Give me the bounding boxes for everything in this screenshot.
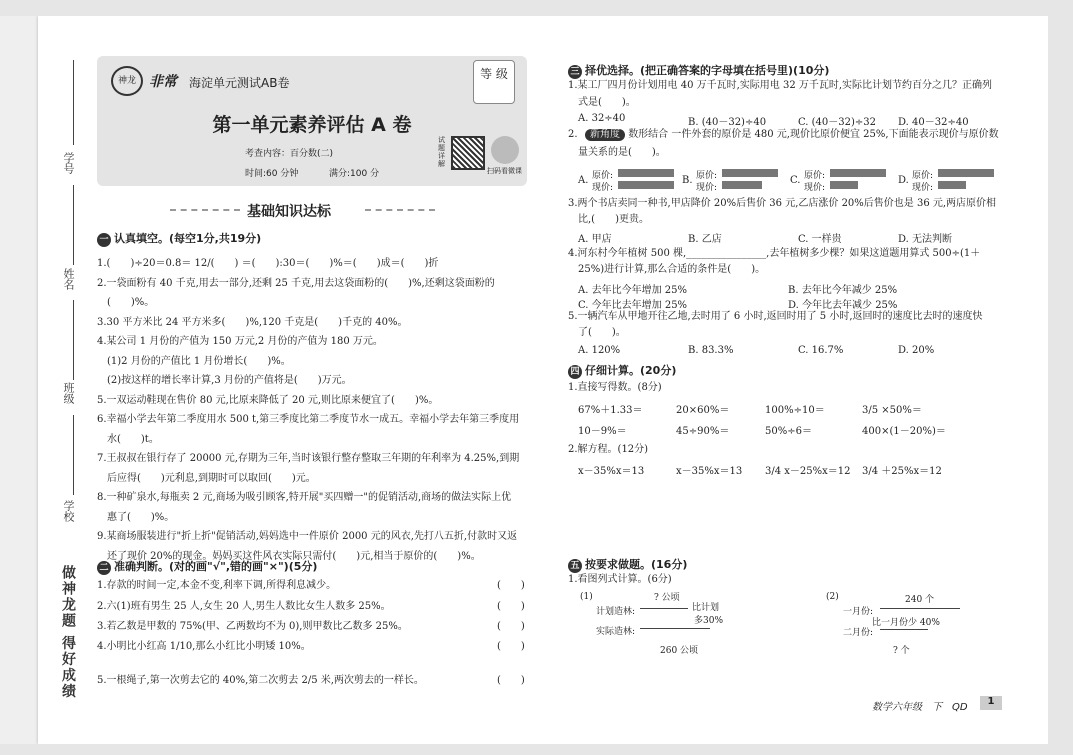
option: B. (40－32)÷40 [688,117,767,128]
slogan: 做神龙题 得好成绩 [60,565,76,700]
calc-item: 10－9%＝ [578,426,627,437]
choice-stem: 1.某工厂四月份计划用电 40 万千瓦时,实际用电 32 万千瓦时,实际比计划节约百分之几？正确列 [568,80,993,91]
judge-item: 2.六(1)班有男生 25 人,女生 20 人,男生人数比女生人数多 25%。 [97,601,391,612]
option: D. [898,175,909,186]
exam-time: 时间:60 分钟 [245,169,299,179]
choice-stem: 了( )。 [568,327,626,338]
current-price-bar [830,181,858,189]
school-line [73,415,74,495]
judge-item: 1.存款的时间一定,本金不变,利率下调,所得利息减少。 [97,580,337,591]
original-price-label: 原价: [592,171,614,181]
figure-sub-1: 1.看图列式计算。(6分) [568,574,672,585]
question-line: 后应得( )元利息,到期时可以取回( )元。 [97,472,316,484]
current-price-label: 现价: [912,183,934,193]
name-label: 姓名 [62,268,75,290]
question-line: 9.某商场服装进行"折上折"促销活动,妈妈选中一件原价 2000 元的风衣,先打八五折,付款时又返 [97,531,518,542]
section-5-title: 五 按要求做题。(16分) [568,556,687,573]
option: A. 甲店 [578,234,612,245]
current-price-bar [938,181,966,189]
exam-scope: 考查内容：百分数(二) [245,149,334,159]
option: B. [682,175,693,186]
school-label: 学校 [62,500,75,522]
question-line: 2.一袋面粉有 40 千克,用去一部分,还剩 25 千克,用去这袋面粉的( )%,还剩这袋面粉的 [97,277,495,289]
choice-stem: 式是( )。 [568,97,636,108]
option: B. 83.3% [688,345,734,356]
section-3-title: 三 择优选择。(把正确答案的字母填在括号里)(10分) [568,62,829,79]
option: B. 去年比今年减少 25% [788,285,898,296]
question-line: 4.某公司 1 月份的产值为 150 万元,2 月份的产值为 180 万元。 [97,336,383,347]
choice-stem: 量关系的是( )。 [568,147,666,158]
answer-parentheses: ( ) [497,641,525,652]
q2-stem: 新角度 数形结合 一件外套的原价是 480 元,现价比原价便宜 25%,下面能表示现价与原价数 [585,129,999,141]
section-4-title: 四 仔细计算。(20分) [568,362,676,379]
option: A. [578,175,589,186]
judge-item: 3.若乙数是甲数的 75%(甲、乙两数均不为 0),则甲数比乙数多 25%。 [97,621,408,632]
calc-item: 45÷90%＝ [676,426,730,437]
question-line: 惠了( )%。 [97,511,175,523]
student-id-label: 学号 [62,152,75,174]
option: C. 一样贵 [798,234,842,245]
judge-item: 5.一根绳子,第一次剪去它的 40%,第二次剪去 2/5 米,两次剪去的一样长。 [97,675,424,686]
option: C. 16.7% [798,345,844,356]
grade-box: 等 级 [473,60,515,104]
choice-stem: 比,( )更贵。 [568,214,649,225]
calc-sub-2: 2.解方程。(12分) [568,444,649,455]
series-name: 海淀单元测试AB卷 [189,76,290,90]
choice-stem: 25%)进行计算,那么合适的条件是( )。 [568,264,766,275]
original-price-bar [722,169,778,177]
section-banner: 基础知识达标 [247,204,331,220]
equation-item: 3/4 x－25%x＝12 [765,466,851,477]
student-id-line [73,60,74,145]
banner-left-rule [170,209,240,211]
calc-sub-1: 1.直接写得数。(8分) [568,382,662,393]
calc-item: 67%＋1.33＝ [578,405,643,416]
calc-item: 400×(1－20%)＝ [862,426,946,437]
footer-text: 数学六年级 下 QD [872,702,968,713]
choice-stem: 4.河东村今年植树 500 棵,________________,去年植树多少棵？如果这道题用算式 500÷(1＋ [568,248,981,259]
option: D. 20% [898,345,935,356]
calc-item: 100%÷10＝ [765,405,825,416]
original-price-label: 原价: [696,171,718,181]
current-price-bar [618,181,674,189]
class-line [73,300,74,380]
answer-parentheses: ( ) [497,675,525,686]
choice-stem: 2. [568,129,578,140]
equation-item: x－35%x＝13 [578,466,645,477]
answer-parentheses: ( ) [497,621,525,632]
qr-code-icon[interactable] [451,136,485,170]
question-line: 6.幸福小学去年第二季度用水 500 t,第三季度比第二季度节水一成五。幸福小学去年第三季度用 [97,414,520,425]
choice-stem: 3.两个书店卖同一种书,甲店降价 20%后售价 36 元,乙店涨价 20%后售价也是 36 元,两店原价相 [568,198,997,209]
question-line: 3.30 平方米比 24 平方米多( )%,120 千克是( )千克的 40%。 [97,316,408,328]
class-label: 班级 [62,382,75,404]
equation-item: 3/4 ＋25%x＝12 [862,466,942,477]
choice-stem: 5.一辆汽车从甲地开往乙地,去时用了 6 小时,返回时用了 5 小时,返回时的速度比去时的速度快 [568,311,983,322]
worksheet-header [97,56,527,186]
current-price-label: 现价: [696,183,718,193]
original-price-bar [830,169,886,177]
option: D. 无法判断 [898,234,953,245]
question-line: 水( )t。 [97,433,159,445]
option: B. 乙店 [688,234,722,245]
option: A. 32÷40 [578,113,626,124]
calc-item: 20×60%＝ [676,405,730,416]
banner-right-rule [365,209,435,211]
option: D. 今年比去年减少 25% [788,300,898,311]
original-price-label: 原价: [804,171,826,181]
binding-margin [58,60,92,730]
question-line: 5.一双运动鞋现在售价 80 元,比原来降低了 20 元,则比原来便宜了( )%。 [97,394,439,406]
question-line: 还了现价 20%的现金。妈妈买这件风衣实际只需付( )元,相当于原价的( )%。 [97,550,481,562]
section-2-title: 二 准确判断。(对的画"√",错的画"×")(5分) [97,558,317,575]
page-number: 1 [980,696,1002,710]
option: A. 去年比今年增加 25% [578,285,687,296]
option: C. (40－32)÷32 [798,117,877,128]
calc-item: 3/5 ×50%＝ [862,405,922,416]
answer-parentheses: ( ) [497,580,525,591]
original-price-bar [618,169,674,177]
question-line: (1)2 月份的产值比 1 月份增长( )%。 [97,355,291,367]
question-line: 1.( )÷20＝0.8＝ 12/( ) ＝( ):30＝( )%＝( )成＝( )折 [97,258,439,269]
equation-item: x－35%x＝13 [676,466,743,477]
name-line [73,185,74,265]
mascot-label: 扫码看微课 [487,167,522,175]
bottom-scan-stripe [0,744,1073,755]
exam-score: 满分:100 分 [329,169,380,179]
answer-parentheses: ( ) [497,601,525,612]
question-line: 8.一种矿泉水,每瓶卖 2 元,商场为吸引顾客,特开展"买四赠一"的促销活动,商场的做法实际上优 [97,492,512,503]
original-price-bar [938,169,994,177]
current-price-label: 现价: [804,183,826,193]
brand-name: 非常 [149,74,177,90]
brand-logo-icon: 神龙 [111,66,143,96]
right-scan-stripe [1048,0,1073,755]
top-scan-stripe [0,0,1073,16]
qr-label: 试题详解 [438,136,445,168]
current-price-bar [722,181,762,189]
question-line: 7.王叔叔在银行存了 20000 元,存期为三年,当时该银行整存整取三年期的年利率为 4.25%,到期 [97,453,520,464]
option: A. 120% [578,345,621,356]
mascot-icon [491,136,519,164]
section-1-title: 一 认真填空。(每空1分,共19分) [97,230,261,247]
judge-item: 4.小明比小红高 1/10,那么小红比小明矮 10%。 [97,641,311,652]
calc-item: 50%÷6＝ [765,426,812,437]
question-line: (2)按这样的增长率计算,3 月份的产值将是( )万元。 [97,375,352,386]
question-line: ( )%。 [97,297,155,308]
option: D. 40－32÷40 [898,117,969,128]
original-price-label: 原价: [912,171,934,181]
option: C. [790,175,801,186]
page-title: 第一单元素养评估 A 卷 [212,114,412,136]
current-price-label: 现价: [592,183,614,193]
option: C. 今年比去年增加 25% [578,300,688,311]
